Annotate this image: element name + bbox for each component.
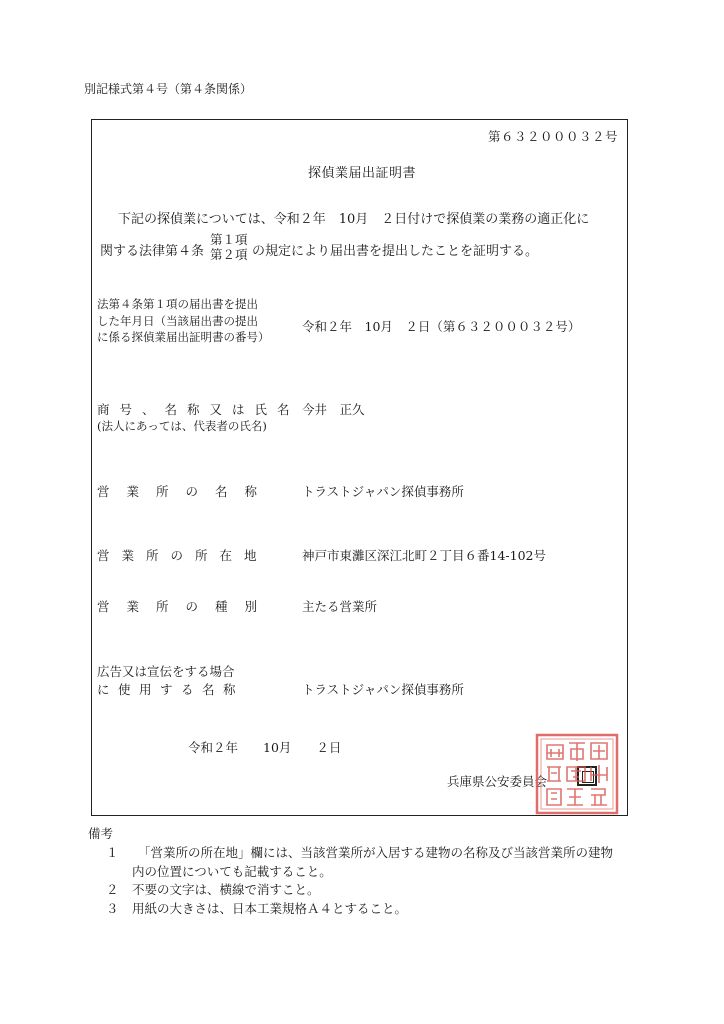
advertising-name-label-2: に使用する名称 (97, 682, 245, 697)
official-seal-stamp (533, 731, 621, 817)
office-type-value: 主たる営業所 (302, 599, 378, 614)
clause-1: 第１項 (210, 232, 248, 247)
name-value: 今井 正久 (302, 402, 365, 417)
note-1-text: 「営業所の所在地」欄には、当該営業所が入居する建物の名称及び当該営業所の建物 (138, 845, 614, 860)
certificate-body-line2-end: の規定により届出書を提出したことを証明する。 (252, 244, 539, 259)
certificate-body-line2-start: 関する法律第４条 (100, 244, 205, 259)
note-1-number: １ (106, 845, 119, 860)
advertising-name-label: 広告又は宣伝をする場合 (97, 664, 235, 679)
clause-stack (210, 232, 248, 262)
clause-2: 第２項 (210, 247, 248, 262)
name-label: 商号、名称又は氏名 (97, 402, 300, 417)
note-3-text: 用紙の大きさは、日本工業規格Ａ４とすること。 (132, 901, 408, 916)
notes-heading: 備考 (88, 826, 114, 841)
certificate-title: 探偵業届出証明書 (308, 166, 417, 181)
office-type-label: 営業所の種別 (97, 599, 275, 614)
form-designation: 別記様式第４号（第４条関係） (84, 82, 253, 96)
office-name-label: 営業所の名称 (97, 484, 275, 499)
note-3-number: ３ (106, 901, 119, 916)
certificate-number: 第６３２０００３２号 (488, 129, 619, 144)
advertising-name-value: トラストジャパン探偵事務所 (302, 682, 464, 697)
note-2-text: 不要の文字は、横線で消すこと。 (132, 882, 320, 897)
certificate-body-line1: 下記の探偵業については、令和２年 10月 ２日付けで探偵業の業務の適正化に (118, 212, 590, 227)
office-address-label: 営業所の所在地 (97, 548, 269, 563)
issue-date: 令和２年 10月 ２日 (188, 740, 342, 755)
office-name-value: トラストジャパン探偵事務所 (302, 484, 464, 499)
name-label-note: (法人にあっては、代表者の氏名) (97, 419, 267, 433)
filing-date-label: 法第４条第１項の届出書を提出 した年月日（当該届出書の提出 に係る探偵業届出証明書の番号） (97, 297, 270, 344)
note-1-text-cont: 内の位置についても記載すること。 (132, 864, 332, 879)
office-address-value: 神戸市東灘区深江北町２丁目６番14-102号 (302, 548, 546, 563)
filing-date-value: 令和２年 10月 ２日（第６３２０００３２号） (302, 319, 581, 334)
note-2-number: ２ (106, 882, 119, 897)
issuer-name: 兵庫県公安委員会 (447, 774, 548, 789)
